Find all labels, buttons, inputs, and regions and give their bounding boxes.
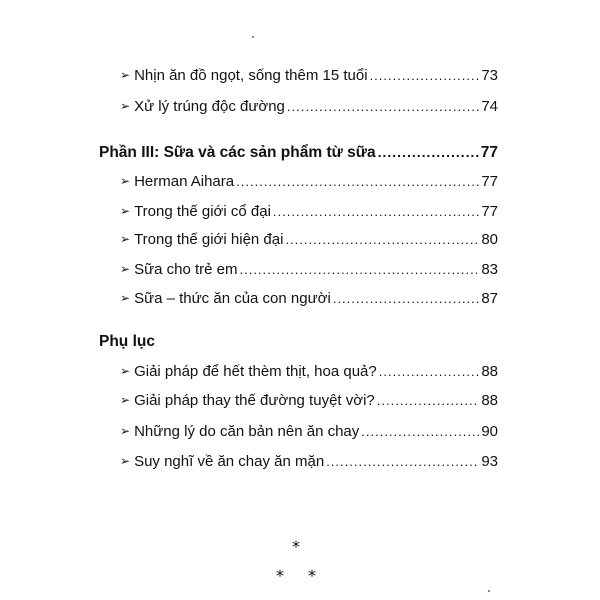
ornament-star: *: [308, 566, 316, 585]
arrow-bullet-icon: ➢: [120, 454, 131, 468]
toc-item-title: Trong thế giới cổ đại: [134, 203, 271, 220]
appendix-heading: Phụ lục: [99, 333, 155, 350]
toc-item-title: Trong thế giới hiện đại: [134, 231, 284, 248]
toc-item: [120, 173, 498, 191]
scan-speck: [252, 36, 254, 38]
dot-leader: [378, 143, 479, 161]
toc-item: [120, 290, 498, 308]
toc-item-page: 80: [481, 231, 498, 248]
arrow-bullet-icon: ➢: [120, 174, 131, 188]
dot-leader: [370, 67, 480, 85]
ornament-star: *: [276, 566, 284, 585]
dot-leader: [379, 363, 480, 381]
toc-item-page: 88: [481, 363, 498, 380]
section-title: Phần III: Sữa và các sản phẩm từ sữa: [99, 144, 376, 161]
arrow-bullet-icon: ➢: [120, 232, 131, 246]
dot-leader: [287, 98, 479, 116]
dot-leader: [236, 173, 479, 191]
toc-item-title: Nhịn ăn đồ ngọt, sống thêm 15 tuổi: [134, 67, 368, 84]
toc-item-page: 77: [481, 203, 498, 220]
arrow-bullet-icon: ➢: [120, 291, 131, 305]
toc-item-page: 93: [481, 453, 498, 470]
toc-item-page: 83: [481, 261, 498, 278]
section-page: 77: [480, 144, 498, 161]
toc-item: [120, 203, 498, 221]
arrow-bullet-icon: ➢: [120, 424, 131, 438]
dot-leader: [326, 453, 479, 471]
dot-leader: [285, 231, 479, 249]
toc-item: [120, 453, 498, 471]
toc-item-title: Những lý do căn bản nên ăn chay: [134, 423, 360, 440]
toc-item-title: Giải pháp thay thế đường tuyệt vời?: [134, 392, 375, 409]
scan-speck: [488, 590, 490, 592]
toc-item: [120, 231, 498, 249]
arrow-bullet-icon: ➢: [120, 262, 131, 276]
toc-item: [120, 67, 498, 85]
toc-item-title: Suy nghĩ về ăn chay ăn mặn: [134, 453, 325, 470]
toc-item-title: Xử lý trúng độc đường: [134, 98, 285, 115]
toc-item: [120, 423, 498, 441]
toc-item-page: 87: [481, 290, 498, 307]
toc-item-title: Sữa cho trẻ em: [134, 261, 238, 278]
dot-leader: [273, 203, 479, 221]
toc-item-page: 88: [481, 392, 498, 409]
toc-item: [120, 98, 498, 116]
arrow-bullet-icon: ➢: [120, 204, 131, 218]
toc-item-page: 73: [481, 67, 498, 84]
arrow-bullet-icon: ➢: [120, 99, 131, 113]
arrow-bullet-icon: ➢: [120, 393, 131, 407]
toc-item-page: 77: [481, 173, 498, 190]
toc-item-title: Sữa – thức ăn của con người: [134, 290, 331, 307]
toc-item: [120, 363, 498, 381]
dot-leader: [333, 290, 480, 308]
toc-item-page: 90: [481, 423, 498, 440]
toc-item: [120, 261, 498, 279]
ornament-star: *: [292, 537, 300, 556]
toc-item-page: 74: [481, 98, 498, 115]
toc-item: [120, 392, 498, 410]
toc-item-title: Herman Aihara: [134, 173, 235, 190]
dot-leader: [239, 261, 479, 279]
arrow-bullet-icon: ➢: [120, 364, 131, 378]
arrow-bullet-icon: ➢: [120, 68, 131, 82]
toc-section-heading: [99, 143, 498, 162]
dot-leader: [361, 423, 479, 441]
dot-leader: [377, 392, 480, 410]
toc-item-title: Giải pháp để hết thèm thịt, hoa quả?: [134, 363, 377, 380]
